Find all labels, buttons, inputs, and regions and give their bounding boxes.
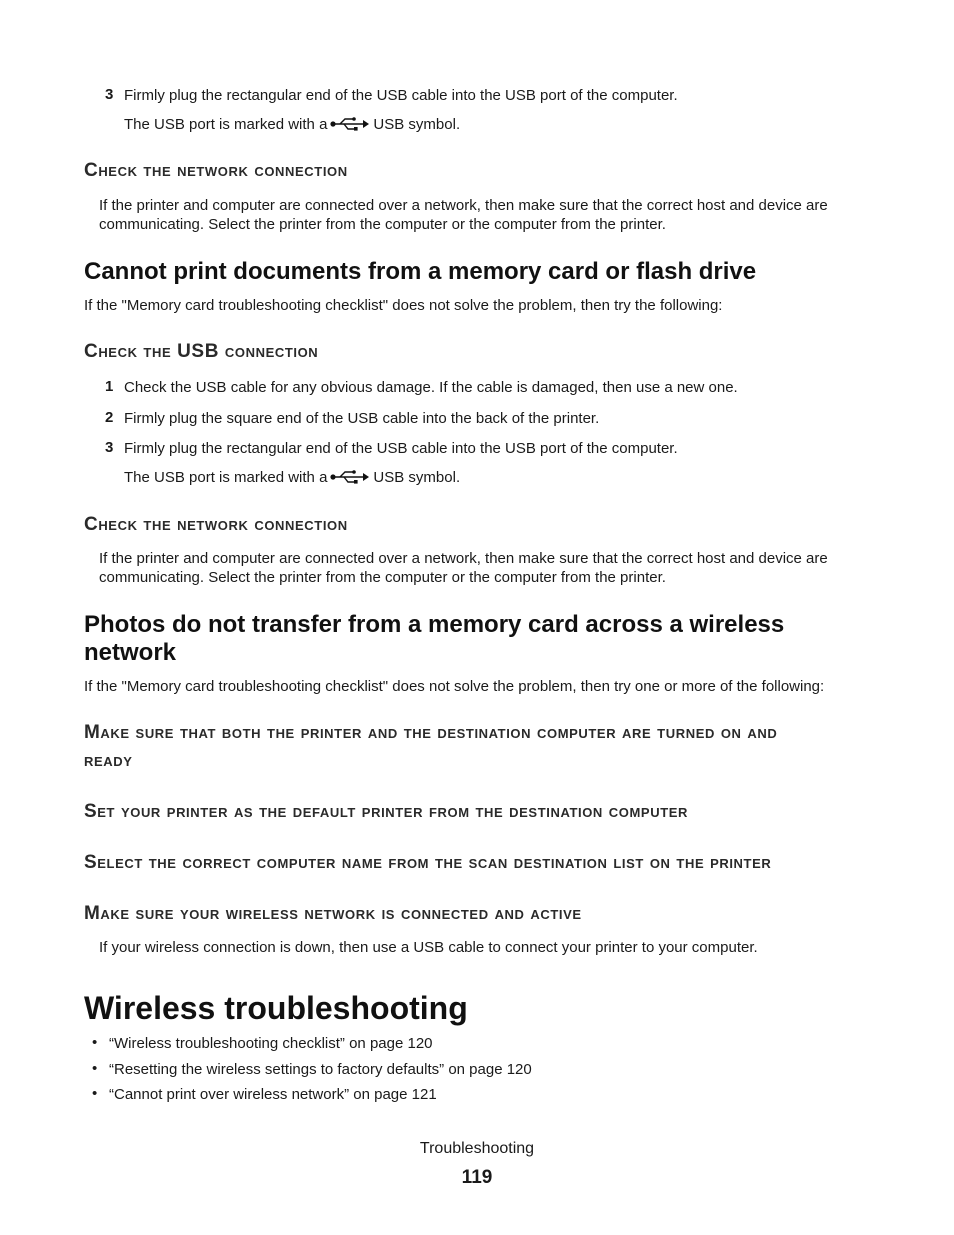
paragraph-line: If the printer and computer are connected over a network, then make sure that the correct host and device are — [99, 197, 828, 214]
step-text: Firmly plug the rectangular end of the USB cable into the USB port of the computer. — [124, 87, 678, 104]
subheading-wireless-active: Make sure your wireless network is connected and active — [84, 903, 582, 924]
section-title-memory-card: Cannot print documents from a memory card or flash drive — [84, 258, 757, 285]
link-cannot-print-wireless[interactable]: “Cannot print over wireless network” on page 121 — [109, 1086, 437, 1103]
usb-note-before: The USB port is marked with a — [124, 116, 328, 133]
usb-note-before: The USB port is marked with a — [124, 469, 328, 486]
bullet-icon: • — [92, 1085, 98, 1102]
subheading-check-usb: Check the USB connection — [84, 341, 319, 362]
paragraph-line: If your wireless connection is down, then use a USB cable to connect your printer to your computer. — [99, 939, 758, 956]
chapter-title-wireless: Wireless troubleshooting — [84, 990, 468, 1026]
subheading-check-network: Check the network connection — [84, 160, 348, 181]
section-intro: If the "Memory card troubleshooting checklist" does not solve the problem, then try one or more of the following: — [84, 678, 825, 695]
step-number: 3 — [105, 439, 114, 456]
usb-note — [124, 115, 460, 134]
bullet-icon: • — [92, 1060, 98, 1077]
usb-note — [124, 468, 460, 487]
step-text: Firmly plug the rectangular end of the USB cable into the USB port of the computer. — [124, 440, 678, 457]
section-title-photos-transfer: Photos do not transfer from a memory card across a wireless — [84, 611, 785, 638]
subheading-make-sure-on: Make sure that both the printer and the destination computer are turned on and — [84, 722, 778, 743]
link-wireless-checklist[interactable]: “Wireless troubleshooting checklist” on page 120 — [109, 1035, 433, 1052]
step-text: Firmly plug the square end of the USB cable into the back of the printer. — [124, 410, 600, 427]
bullet-icon: • — [92, 1034, 98, 1051]
usb-symbol-icon — [330, 117, 370, 131]
subheading-select-computer: Select the correct computer name from the scan destination list on the printer — [84, 852, 772, 873]
page-number: 119 — [461, 1167, 493, 1188]
subheading-set-default: Set your printer as the default printer from the destination computer — [84, 801, 688, 822]
step-text: Check the USB cable for any obvious damage. If the cable is damaged, then use a new one. — [124, 379, 738, 396]
paragraph-line: communicating. Select the printer from the computer or the computer from the printer. — [99, 216, 666, 233]
link-reset-wireless[interactable]: “Resetting the wireless settings to factory defaults” on page 120 — [109, 1061, 532, 1078]
paragraph-line: If the printer and computer are connected over a network, then make sure that the correct host and device are — [99, 550, 828, 567]
subheading-make-sure-on-line2: ready — [84, 750, 133, 771]
usb-symbol-icon — [330, 470, 370, 484]
section-intro: If the "Memory card troubleshooting checklist" does not solve the problem, then try the following: — [84, 297, 723, 314]
step-number: 1 — [105, 378, 114, 395]
footer-section-label: Troubleshooting — [419, 1140, 535, 1157]
step-number: 3 — [105, 86, 114, 103]
section-title-photos-transfer-line2: network — [84, 639, 177, 666]
step-number: 2 — [105, 409, 114, 426]
usb-note-after: USB symbol. — [373, 116, 461, 133]
usb-note-after: USB symbol. — [373, 469, 461, 486]
paragraph-line: communicating. Select the printer from the computer or the computer from the printer. — [99, 569, 666, 586]
subheading-check-network: Check the network connection — [84, 514, 348, 535]
